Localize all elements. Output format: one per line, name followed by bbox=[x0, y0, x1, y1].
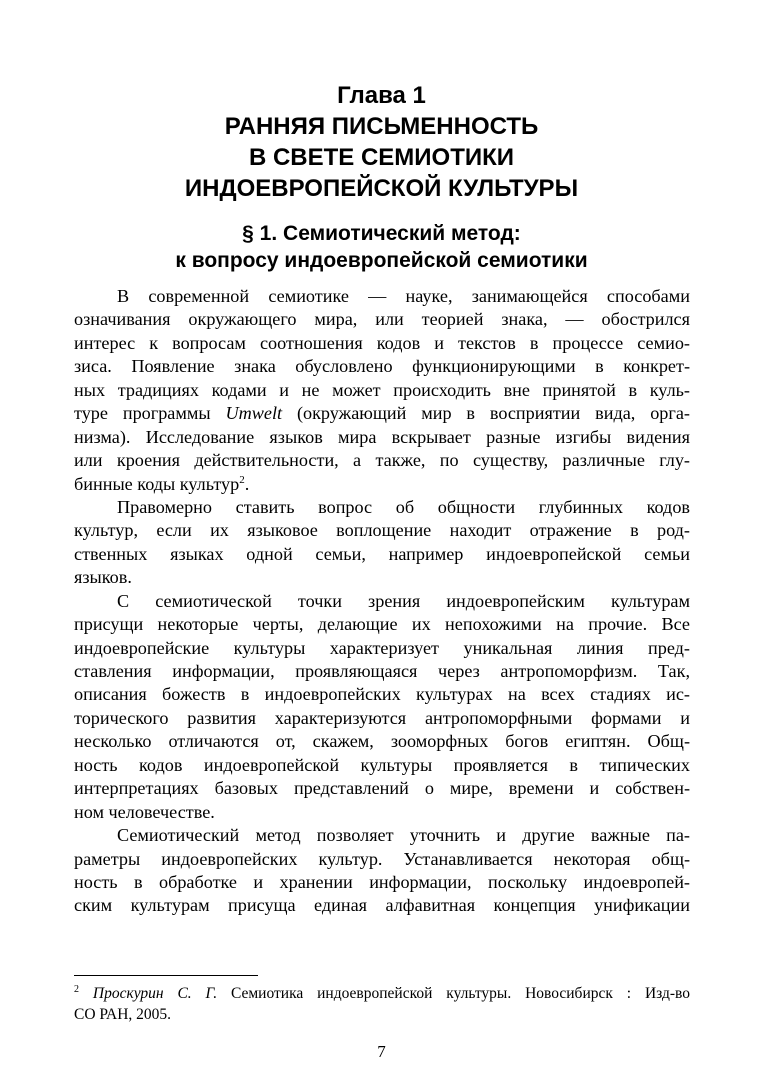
text-line: означивания окружающего мира, или теорией знака, — обострился bbox=[74, 309, 690, 330]
text-line: ственных языках одной семьи, например индоевропейской семьи bbox=[74, 543, 690, 564]
text-line: торического развития характеризуются антропоморфными формами и bbox=[74, 707, 690, 728]
paragraph-4 bbox=[74, 824, 690, 918]
chapter-heading bbox=[0, 80, 763, 204]
chapter-title-line-2: В СВЕТЕ СЕМИОТИКИ bbox=[248, 144, 515, 171]
text-run: туре программы bbox=[74, 403, 226, 424]
footnote-author: Проскурин С. Г. bbox=[92, 985, 218, 1002]
footnote-text: Семиотика индоевропейской культуры. Новосибирск : Изд-во bbox=[217, 985, 691, 1002]
text-line: интерпретациях базовых представлений о мире, времени и собствен- bbox=[74, 778, 690, 799]
text-line: ных традициях кодами и не может происходить вне принятой в куль- bbox=[74, 379, 690, 400]
page-number: 7 bbox=[377, 1042, 386, 1061]
paragraph-3 bbox=[74, 590, 690, 824]
text-line: С семиотической точки зрения индоевропейским культурам bbox=[117, 590, 690, 611]
text-run: бинные коды культур bbox=[74, 473, 240, 494]
text-line: интерес к вопросам соотношения кодов и текстов в процессе семио- bbox=[74, 332, 690, 353]
text-line bbox=[74, 473, 690, 496]
text-line: раметры индоевропейских культур. Устанавливается некоторая общ- bbox=[74, 848, 690, 869]
footnote-ref[interactable]: 2 bbox=[239, 473, 245, 486]
footnote-line bbox=[74, 983, 690, 1004]
text-line bbox=[74, 402, 690, 425]
footnote-divider bbox=[74, 975, 258, 976]
text-line: ским культурам присуща единая алфавитная концепция унификации bbox=[74, 895, 690, 916]
section-title-line-2: к вопросу индоевропейской семиотики bbox=[175, 249, 588, 272]
text-line: несколько отличаются от, скажем, зооморфных богов египтян. Общ- bbox=[74, 731, 690, 752]
paragraph-1 bbox=[74, 285, 690, 496]
text-line: ставления информации, проявляющаяся через антропоморфизм. Так, bbox=[74, 661, 690, 681]
body-text bbox=[74, 285, 690, 918]
text-line: низма). Исследование языков мира вскрывает разные изгибы видения bbox=[74, 426, 690, 447]
text-line: Семиотический метод позволяет уточнить и другие важные па- bbox=[117, 825, 690, 846]
footnote-line: СО РАН, 2005. bbox=[74, 1006, 172, 1023]
text-line: ном человечестве. bbox=[74, 801, 215, 822]
text-run: . bbox=[244, 473, 250, 494]
italic-term-umwelt: Umwelt bbox=[225, 403, 283, 424]
text-line: ность кодов индоевропейской культуры проявляется в типических bbox=[74, 754, 690, 775]
footnote-number: 2 bbox=[74, 984, 79, 995]
text-line: присущи некоторые черты, делающие их непохожими на прочие. Все bbox=[74, 614, 690, 635]
text-run: (окружающий мир в восприятии вида, орга- bbox=[282, 403, 690, 424]
paragraph-2 bbox=[74, 496, 690, 590]
text-line: зиса. Появление знака обусловлено функционирующими в конкрет- bbox=[74, 356, 690, 377]
text-line: В современной семиотике — науке, занимающейся способами bbox=[117, 286, 690, 306]
chapter-label: Глава 1 bbox=[337, 82, 426, 109]
text-line: языков. bbox=[74, 567, 132, 588]
footnote bbox=[74, 983, 690, 1025]
text-line: Правомерно ставить вопрос об общности глубинных кодов bbox=[117, 496, 690, 517]
section-heading bbox=[0, 220, 763, 274]
text-line: описания божеств в индоевропейских культурах на всех стадиях ис- bbox=[74, 684, 690, 705]
text-line: или кроения действительности, а также, по существу, различные глу- bbox=[74, 450, 690, 471]
text-line: ность в обработке и хранении информации, поскольку индоевропей- bbox=[74, 871, 690, 892]
section-title-line-1: § 1. Семиотический метод: bbox=[242, 222, 521, 245]
text-line: индоевропейские культуры характеризует уникальная линия пред- bbox=[74, 637, 690, 658]
chapter-title-line-1: РАННЯЯ ПИСЬМЕННОСТЬ bbox=[224, 113, 539, 140]
chapter-title-line-3: ИНДОЕВРОПЕЙСКОЙ КУЛЬТУРЫ bbox=[184, 175, 579, 202]
text-line: культур, если их языковое воплощение находит отражение в род- bbox=[74, 520, 690, 541]
